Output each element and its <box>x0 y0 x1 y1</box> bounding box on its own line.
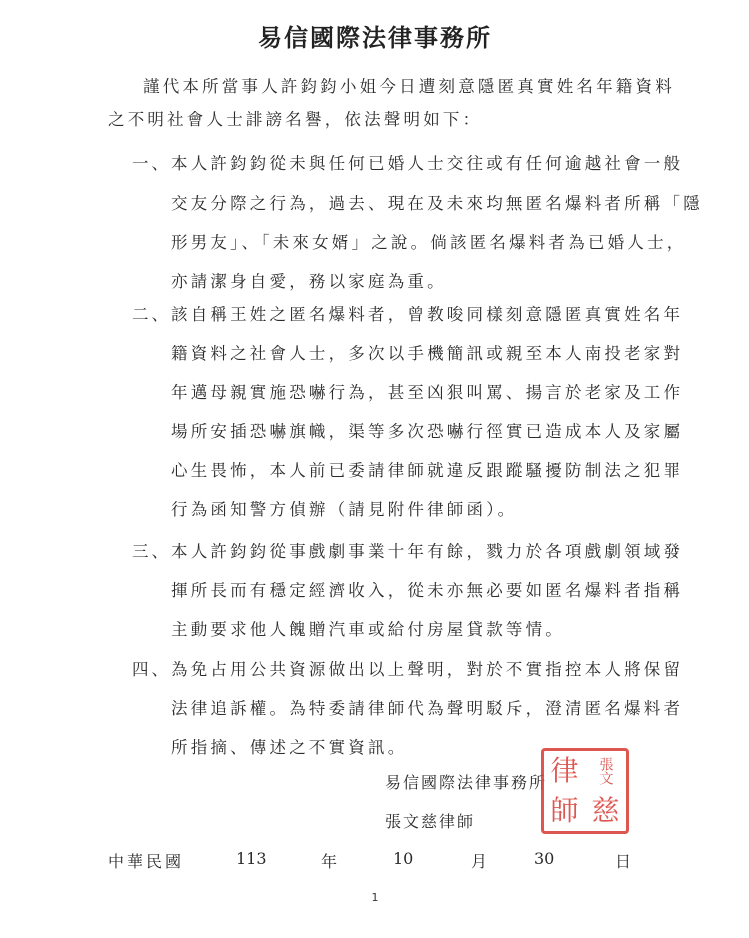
item-line: 行為函知警方偵辦（請見附件律師函）。 <box>171 500 518 519</box>
date-day: 30 <box>534 849 555 868</box>
item-line: 年邁母親實施恐嚇行為，甚至凶狠叫罵、揚言於老家及工作 <box>171 383 684 402</box>
item-number: 二、 <box>132 305 171 324</box>
document-title: 易信國際法律事務所 <box>258 23 492 52</box>
item-number: 四、 <box>132 660 171 679</box>
date-month-unit: 月 <box>471 852 488 871</box>
signature-lawyer: 張文慈律師 <box>385 812 476 831</box>
item-number: 一、 <box>132 154 171 173</box>
signature-firm: 易信國際法律事務所 <box>385 773 548 792</box>
item-line: 本人許鈞鈞從未與任何已婚人士交往或有任何逾越社會一般 <box>171 154 684 173</box>
date-year-unit: 年 <box>321 852 338 871</box>
red-seal-stamp <box>541 748 629 834</box>
item-number: 三、 <box>132 542 171 561</box>
date-row <box>0 849 750 873</box>
intro-line: 之不明社會人士誹謗名譽，依法聲明如下： <box>108 110 483 129</box>
item-line: 所指摘、傳述之不實資訊。 <box>171 738 408 757</box>
seal-char: 張文 <box>597 757 614 785</box>
item-line: 心生畏怖，本人前已委請律師就違反跟蹤騷擾防制法之犯罪 <box>171 461 684 480</box>
intro-line: 謹代本所當事人許鈞鈞小姐今日遭刻意隱匿真實姓名年籍資料 <box>143 77 675 96</box>
item-line: 為免占用公共資源做出以上聲明，對於不實指控本人將保留 <box>171 660 684 679</box>
date-month: 10 <box>393 849 414 868</box>
item-line: 本人許鈞鈞從事戲劇事業十年有餘，戮力於各項戲劇領域發 <box>171 542 684 561</box>
date-day-unit: 日 <box>615 852 632 871</box>
item-line: 交友分際之行為，過去、現在及未來均無匿名爆料者所稱「隱 <box>171 194 703 213</box>
seal-char: 慈 <box>591 794 620 827</box>
item-line: 該自稱王姓之匿名爆料者，曾教唆同樣刻意隱匿真實姓名年 <box>171 305 684 324</box>
item-line: 亦請潔身自愛，務以家庭為重。 <box>171 272 447 291</box>
item-line: 場所安插恐嚇旗幟，渠等多次恐嚇行徑實已造成本人及家屬 <box>171 422 684 441</box>
item-line: 揮所長而有穩定經濟收入，從未亦無必要如匿名爆料者指稱 <box>171 581 684 600</box>
date-era: 中華民國 <box>108 852 185 871</box>
page-number: 1 <box>371 891 379 904</box>
item-line: 形男友」、「未來女婿」之說。倘該匿名爆料者為已婚人士， <box>171 233 687 252</box>
item-line: 主動要求他人餽贈汽車或給付房屋貸款等情。 <box>171 620 565 639</box>
seal-char: 師 <box>550 794 579 827</box>
item-line: 法律追訴權。為特委請律師代為聲明駁斥，澄清匿名爆料者 <box>171 699 684 718</box>
seal-char: 律 <box>550 754 579 787</box>
item-line: 籍資料之社會人士，多次以手機簡訊或親至本人南投老家對 <box>171 344 684 363</box>
date-year: 113 <box>236 849 267 868</box>
